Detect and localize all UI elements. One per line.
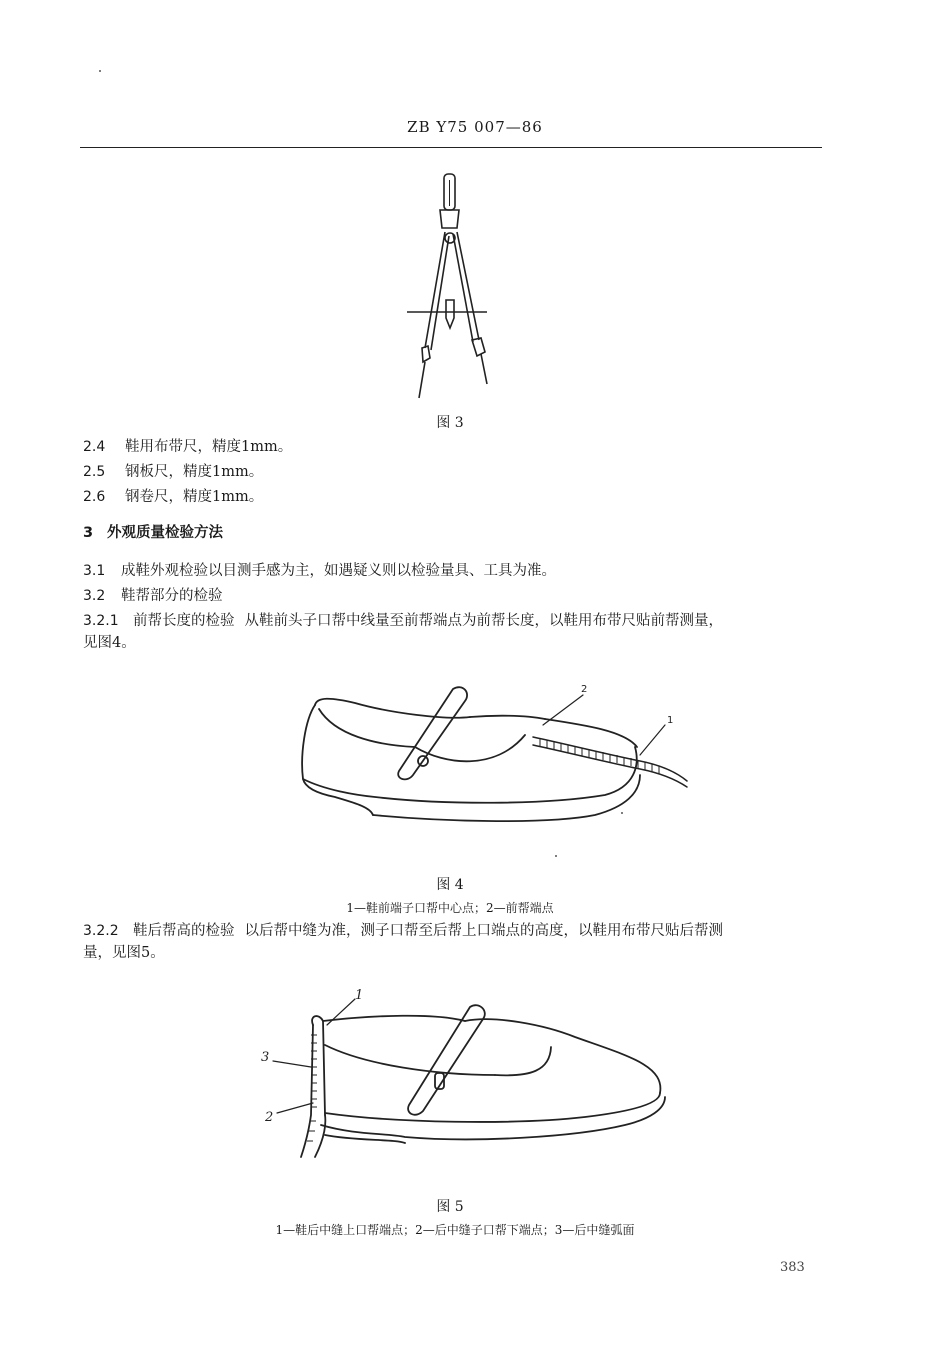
figure-5-label-3: 3: [261, 1050, 270, 1065]
clause-text: 成鞋外观检验以目测手感为主，如遇疑义则以检验量具、工具为准。: [121, 563, 556, 579]
item-number: 2.5: [83, 464, 106, 480]
clause-text: 鞋帮部分的检验: [121, 588, 223, 604]
clause-3-2-1: [83, 610, 828, 654]
page-number: 383: [780, 1260, 805, 1275]
item-text: 钢卷尺，精度1mm。: [125, 489, 264, 505]
figure-3-compass-drawing: [395, 170, 505, 400]
clause-text-line-2: 量，见图5。: [83, 945, 165, 961]
figure-4-label-1: 1: [667, 715, 674, 726]
figure-4-note: 1—鞋前端子口帮中心点；2—前帮端点: [346, 901, 554, 915]
item-number: 2.4: [83, 439, 106, 455]
clause-3-2: [83, 585, 223, 607]
clause-term: 鞋后帮高的检验: [133, 923, 235, 939]
clause-3-1: [83, 560, 556, 582]
section-3-heading: [83, 522, 223, 544]
item-2-6: [83, 486, 263, 508]
clause-text-line-1: 从鞋前头子口帮中线量至前帮端点为前帮长度，以鞋用布带尺贴前帮测量，: [244, 613, 723, 629]
figure-3-caption: 图 3: [436, 415, 464, 431]
section-number: 3: [83, 525, 94, 541]
item-2-5: [83, 461, 263, 483]
section-title: 外观质量检验方法: [107, 525, 223, 541]
figure-5-note: 1—鞋后中缝上口帮端点；2—后中缝子口帮下端点；3—后中缝弧面: [275, 1223, 635, 1237]
clause-number: 3.1: [83, 563, 106, 579]
clause-text-line-2: 见图4。: [83, 635, 136, 651]
figure-4-label-2: 2: [581, 684, 588, 695]
document-code: ZB Y75 007—86: [407, 118, 543, 136]
clause-number: 3.2.1: [83, 613, 119, 629]
figure-4-shoe-drawing: [295, 675, 695, 835]
figure-4-caption: 图 4: [436, 877, 464, 893]
header-rule: [80, 147, 822, 148]
item-2-4: [83, 436, 292, 458]
clause-number: 3.2: [83, 588, 106, 604]
item-text: 钢板尺，精度1mm。: [125, 464, 264, 480]
clause-text-line-1: 以后帮中缝为准，测子口帮至后帮上口端点的高度，以鞋用布带尺贴后帮测: [244, 923, 723, 939]
clause-term: 前帮长度的检验: [133, 613, 235, 629]
scan-speck: [99, 70, 101, 72]
figure-5-label-1: 1: [355, 988, 364, 1003]
figure-5-shoe-drawing: [255, 985, 675, 1160]
clause-number: 3.2.2: [83, 923, 119, 939]
item-text: 鞋用布带尺，精度1mm。: [125, 439, 293, 455]
figure-5-caption: 图 5: [436, 1199, 464, 1215]
clause-3-2-2: [83, 920, 828, 964]
figure-5-label-2: 2: [265, 1110, 274, 1125]
scan-speck: [555, 855, 557, 857]
item-number: 2.6: [83, 489, 106, 505]
scan-speck: [621, 812, 623, 814]
